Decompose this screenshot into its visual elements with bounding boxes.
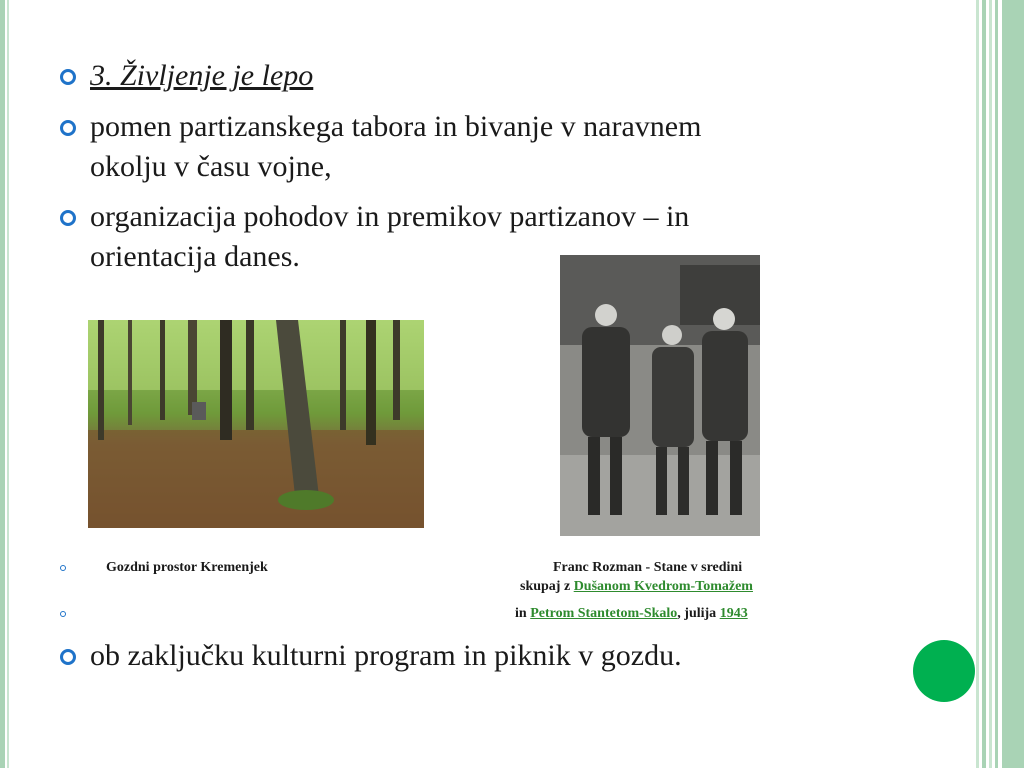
caption-right-line1: Franc Rozman - Stane v sredini — [553, 560, 743, 575]
bullet-ring-icon — [60, 565, 66, 571]
bullet-ring-icon — [60, 649, 76, 665]
link-1943[interactable]: 1943 — [719, 606, 748, 621]
bullet-text: ob zaključku kulturni program in piknik v gozdu. — [90, 639, 682, 672]
bullet-text: orientacija danes. — [90, 240, 300, 273]
bullet-text: pomen partizanskega tabora in bivanje v naravnem — [90, 110, 702, 143]
link-kveder[interactable]: Dušanom Kvedrom-Tomažem — [573, 579, 753, 594]
partisans-photo — [560, 255, 760, 536]
link-stante[interactable]: Petrom Stantetom-Skalo — [530, 606, 678, 621]
caption-right-line2: skupaj z Dušanom Kvedrom-Tomažem — [520, 579, 753, 594]
caption-right-line3: in Petrom Stantetom-Skalo, julija 1943 — [515, 606, 748, 621]
bullet-ring-icon — [60, 120, 76, 136]
green-circle — [913, 640, 975, 702]
caption-left: Gozdni prostor Kremenjek — [106, 560, 268, 575]
bullet-ring-icon — [60, 69, 76, 85]
bullet-text: organizacija pohodov in premikov partizanov – in — [90, 200, 690, 233]
bullet-ring-icon — [60, 611, 66, 617]
right-border-decoration — [976, 0, 1024, 768]
bullet-text: okolju v času vojne, — [90, 150, 332, 183]
forest-photo — [88, 320, 424, 528]
left-border-decoration — [0, 0, 10, 768]
bullet-ring-icon — [60, 210, 76, 226]
bullet-title: 3. Življenje je lepo — [90, 59, 314, 92]
